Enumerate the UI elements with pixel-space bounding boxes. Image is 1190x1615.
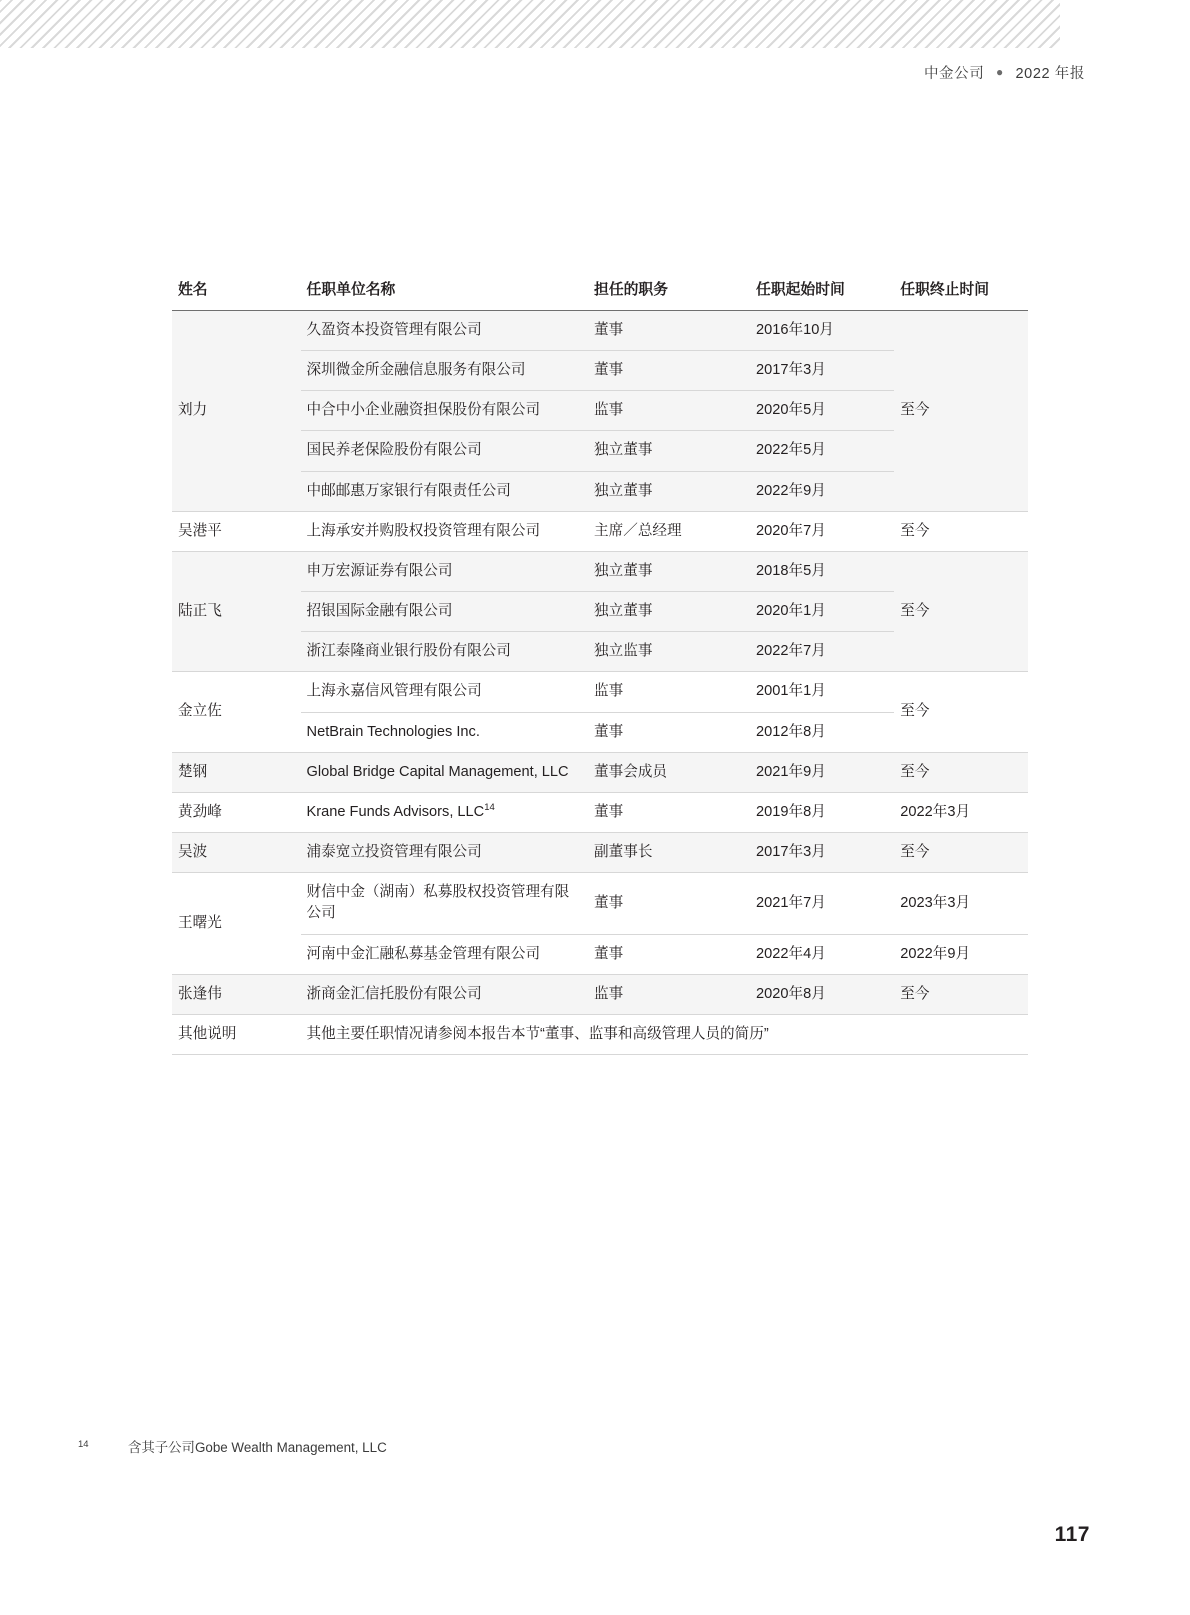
cell-end: 至今: [894, 833, 1028, 873]
header-company: 中金公司: [923, 66, 985, 82]
table-row: [172, 833, 1028, 873]
cell-name: 吴港平: [172, 511, 301, 551]
cell-unit: 上海永嘉信风管理有限公司: [301, 672, 588, 712]
cell-start: 2018年5月: [750, 551, 894, 591]
cell-other-note-label: 其他说明: [172, 1014, 301, 1054]
table-row: [172, 873, 1028, 934]
cell-end: 2023年3月: [894, 873, 1028, 934]
table-header-row: [172, 272, 1028, 311]
cell-name: 刘力: [172, 311, 301, 512]
cell-end: 至今: [894, 752, 1028, 792]
cell-role: 独立董事: [588, 551, 750, 591]
cell-start: 2020年7月: [750, 511, 894, 551]
cell-unit: 中合中小企业融资担保股份有限公司: [301, 391, 588, 431]
cell-unit: NetBrain Technologies Inc.: [301, 712, 588, 752]
cell-end: 至今: [894, 551, 1028, 671]
cell-role: 董事: [588, 712, 750, 752]
cell-end: 至今: [894, 974, 1028, 1014]
cell-end: 2022年9月: [894, 934, 1028, 974]
cell-role: 独立董事: [588, 471, 750, 511]
cell-start: 2019年8月: [750, 792, 894, 832]
cell-role: 董事: [588, 311, 750, 351]
cell-unit: Global Bridge Capital Management, LLC: [301, 752, 588, 792]
cell-start: 2012年8月: [750, 712, 894, 752]
header-separator-icon: ●: [996, 65, 1004, 79]
cell-role: 董事: [588, 873, 750, 934]
cell-unit: 浙江泰隆商业银行股份有限公司: [301, 632, 588, 672]
cell-role: 独立董事: [588, 592, 750, 632]
cell-role: 董事: [588, 934, 750, 974]
column-header-name: 姓名: [178, 282, 208, 298]
cell-unit: 申万宏源证券有限公司: [301, 551, 588, 591]
cell-other-note-text: 其他主要任职情况请参阅本报告本节“董事、监事和高级管理人员的简历”: [301, 1014, 1028, 1054]
cell-unit: 久盈资本投资管理有限公司: [301, 311, 588, 351]
table-row: [172, 934, 1028, 974]
appointments-table-container: [172, 272, 1028, 1055]
column-header-end-date: 任职终止时间: [900, 282, 990, 298]
cell-role: 董事: [588, 792, 750, 832]
cell-start: 2001年1月: [750, 672, 894, 712]
footnote-marker: 14: [484, 802, 495, 814]
table-row-other-note: [172, 1014, 1028, 1054]
cell-role: 监事: [588, 391, 750, 431]
cell-name: 王曙光: [172, 873, 301, 974]
cell-unit: 国民养老保险股份有限公司: [301, 431, 588, 471]
decorative-hatch-band: [0, 0, 1060, 48]
cell-name: 金立佐: [172, 672, 301, 752]
table-row: [172, 974, 1028, 1014]
cell-unit: 河南中金汇融私募基金管理有限公司: [301, 934, 588, 974]
cell-start: 2017年3月: [750, 351, 894, 391]
cell-unit: 财信中金（湖南）私募股权投资管理有限公司: [301, 873, 588, 934]
column-header-unit: 任职单位名称: [306, 282, 396, 298]
cell-start: 2020年8月: [750, 974, 894, 1014]
cell-end: 至今: [894, 672, 1028, 752]
footnote-number: 14: [78, 1438, 89, 1450]
table-head: [172, 272, 1028, 311]
appointments-table: [172, 272, 1028, 1055]
cell-name: 黄劲峰: [172, 792, 301, 832]
cell-start: 2016年10月: [750, 311, 894, 351]
cell-start: 2022年5月: [750, 431, 894, 471]
page-number: 117: [1054, 1523, 1090, 1546]
cell-unit: 中邮邮惠万家银行有限责任公司: [301, 471, 588, 511]
cell-name: 吴波: [172, 833, 301, 873]
cell-start: 2020年1月: [750, 592, 894, 632]
cell-end: 2022年3月: [894, 792, 1028, 832]
cell-unit: 上海承安并购股权投资管理有限公司: [301, 511, 588, 551]
footnote-text: 含其子公司Gobe Wealth Management, LLC: [128, 1440, 387, 1455]
cell-role: 副董事长: [588, 833, 750, 873]
table-body: [172, 311, 1028, 1055]
cell-start: 2017年3月: [750, 833, 894, 873]
table-row: [172, 792, 1028, 832]
table-row: [172, 752, 1028, 792]
cell-unit: [301, 792, 588, 832]
cell-name: 陆正飞: [172, 551, 301, 671]
cell-start: 2020年5月: [750, 391, 894, 431]
cell-start: 2022年4月: [750, 934, 894, 974]
cell-unit: 浙商金汇信托股份有限公司: [301, 974, 588, 1014]
cell-name: 楚钢: [172, 752, 301, 792]
cell-start: 2022年9月: [750, 471, 894, 511]
cell-unit: 深圳微金所金融信息服务有限公司: [301, 351, 588, 391]
table-row: [172, 311, 1028, 351]
header-report: 2022 年报: [1015, 66, 1085, 82]
cell-role: 独立监事: [588, 632, 750, 672]
cell-unit: 招银国际金融有限公司: [301, 592, 588, 632]
cell-unit: 浦泰宽立投资管理有限公司: [301, 833, 588, 873]
column-header-role: 担任的职务: [594, 282, 669, 298]
cell-role: 独立董事: [588, 431, 750, 471]
cell-start: 2021年9月: [750, 752, 894, 792]
cell-start: 2022年7月: [750, 632, 894, 672]
table-row: [172, 672, 1028, 712]
table-row: [172, 551, 1028, 591]
cell-role: 董事会成员: [588, 752, 750, 792]
cell-role: 主席／总经理: [588, 511, 750, 551]
cell-role: 监事: [588, 672, 750, 712]
footnote: [78, 1437, 387, 1456]
cell-role: 董事: [588, 351, 750, 391]
cell-unit-text: Krane Funds Advisors, LLC: [306, 803, 485, 820]
cell-start: 2021年7月: [750, 873, 894, 934]
cell-role: 监事: [588, 974, 750, 1014]
cell-end: 至今: [894, 511, 1028, 551]
table-row: [172, 511, 1028, 551]
cell-name: 张逢伟: [172, 974, 301, 1014]
column-header-start-date: 任职起始时间: [756, 282, 845, 298]
cell-end: 至今: [894, 311, 1028, 512]
running-header: [924, 62, 1085, 83]
